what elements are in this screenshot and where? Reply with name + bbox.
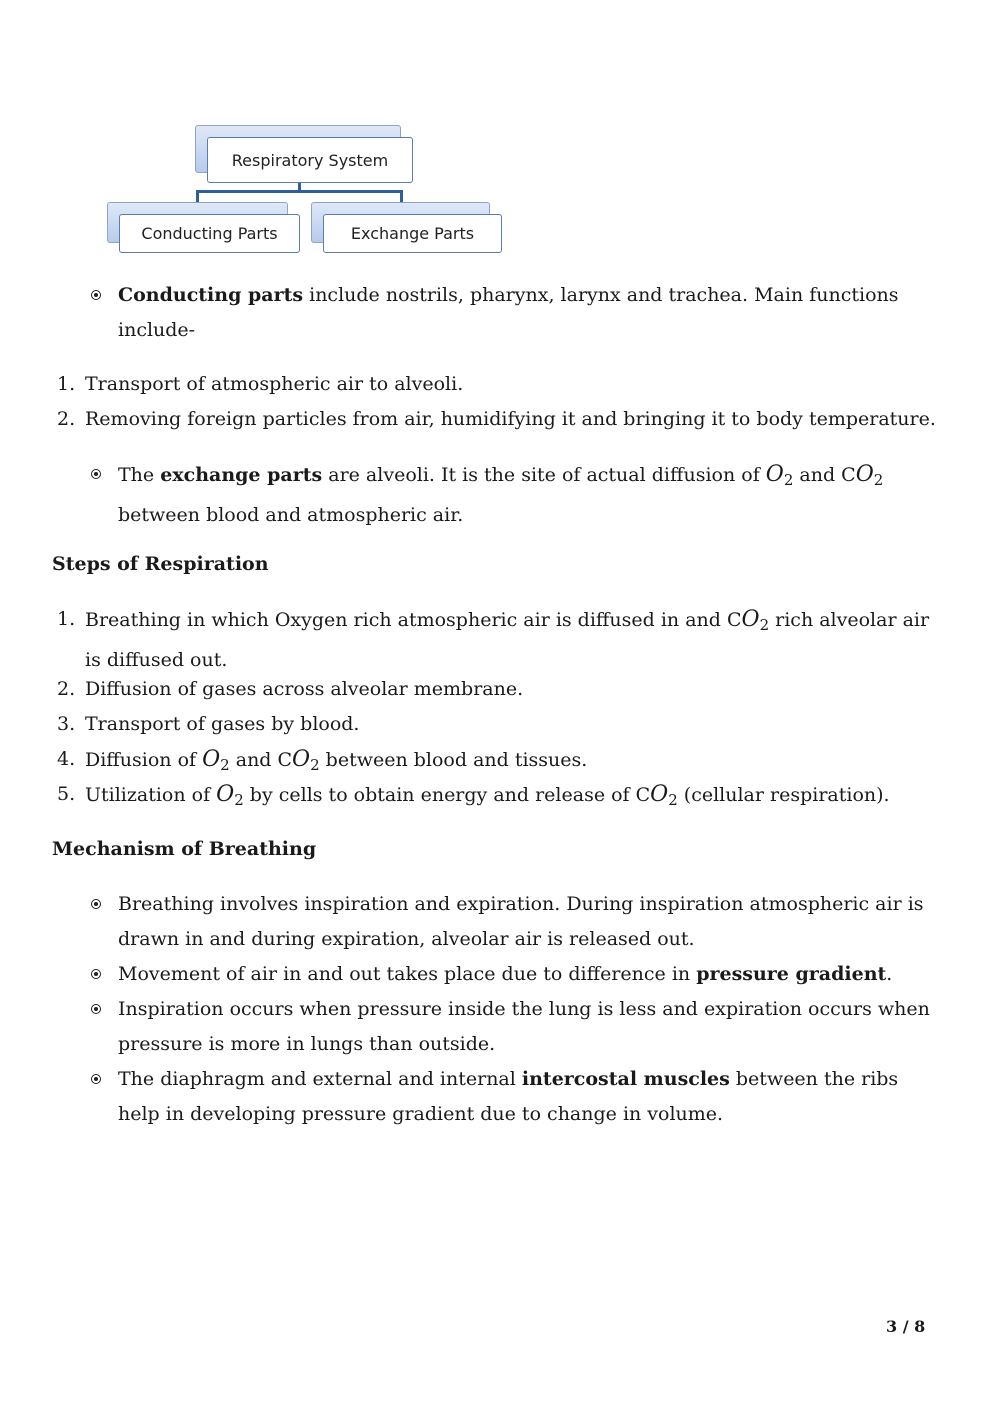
text-run: Steps of Respiration xyxy=(52,553,269,575)
text-run: Mechanism of Breathing xyxy=(52,838,317,860)
diagram-node-exchange: Exchange Parts xyxy=(311,202,502,253)
item-text xyxy=(85,402,945,437)
text-run: and C xyxy=(229,749,293,771)
formula xyxy=(202,747,230,772)
text-run: The diaphragm and external and internal xyxy=(118,1068,522,1090)
text-run: Utilization of xyxy=(85,784,217,806)
formula-symbol: O xyxy=(292,747,311,772)
item-text xyxy=(118,887,938,957)
text-run: include nostrils, pharynx, larynx and trachea. Main functions include- xyxy=(118,284,899,341)
text-run: by cells to obtain energy and release of C xyxy=(243,784,651,806)
bullet-icon xyxy=(91,290,102,301)
formula-subscript: 2 xyxy=(783,471,794,489)
bullet-icon xyxy=(91,1074,102,1085)
respiratory-system-diagram xyxy=(105,125,505,255)
formula xyxy=(292,747,320,772)
item-number: 2. xyxy=(57,408,76,430)
formula-subscript: 2 xyxy=(234,791,244,809)
formula xyxy=(766,462,794,487)
item-number: 3. xyxy=(57,713,76,735)
item-text xyxy=(85,707,945,742)
text-run: (cellular respiration). xyxy=(677,784,890,806)
bullet-icon xyxy=(91,899,102,910)
page-number: 3 / 8 xyxy=(886,1317,926,1336)
formula-subscript: 2 xyxy=(759,616,770,634)
formula xyxy=(856,462,884,487)
text-run: between blood and tissues. xyxy=(319,749,588,771)
formula-subscript: 2 xyxy=(310,756,320,774)
text-run: and C xyxy=(793,464,856,486)
item-text xyxy=(52,832,316,867)
item-number: 1. xyxy=(57,608,76,630)
item-text xyxy=(118,957,938,992)
item-text xyxy=(52,547,269,582)
text-run: Removing foreign particles from air, humidifying it and bringing it to body temperature. xyxy=(85,408,936,430)
item-text xyxy=(85,777,945,818)
formula xyxy=(650,782,678,807)
item-text xyxy=(85,367,945,402)
text-run: rich alveolar air is diffused out. xyxy=(85,609,930,671)
bold-term: intercostal muscles xyxy=(521,1068,730,1090)
item-text xyxy=(85,602,945,678)
formula-symbol: O xyxy=(650,782,669,807)
text-run: Breathing in which Oxygen rich atmospheric air is diffused in and C xyxy=(85,609,742,631)
formula xyxy=(216,782,244,807)
formula-symbol: O xyxy=(216,782,235,807)
item-text xyxy=(118,992,938,1062)
diagram-node-conducting: Conducting Parts xyxy=(107,202,300,253)
text-run: Transport of atmospheric air to alveoli. xyxy=(85,373,464,395)
text-run: Diffusion of xyxy=(85,749,203,771)
connector xyxy=(196,190,403,193)
formula-symbol: O xyxy=(855,462,874,487)
connector xyxy=(400,190,403,202)
bullet-icon xyxy=(91,969,102,980)
item-number: 5. xyxy=(57,783,76,805)
item-text xyxy=(118,457,938,533)
item-number: 4. xyxy=(57,748,76,770)
text-run: between blood and atmospheric air. xyxy=(118,504,464,526)
text-run: . xyxy=(886,963,893,985)
item-text xyxy=(118,1062,938,1132)
text-run: are alveoli. It is the site of actual diffusion of xyxy=(322,464,766,486)
formula-symbol: O xyxy=(202,747,221,772)
text-run: between the ribs help in developing pressure gradient due to change in volume. xyxy=(118,1068,899,1125)
formula xyxy=(742,607,770,632)
item-text xyxy=(118,278,938,348)
text-run: The xyxy=(118,464,161,486)
text-run: Transport of gases by blood. xyxy=(85,713,360,735)
formula-subscript: 2 xyxy=(873,471,884,489)
text-run: Movement of air in and out takes place due to difference in xyxy=(118,963,697,985)
formula-symbol: O xyxy=(765,462,784,487)
text-run: Breathing involves inspiration and expiration. During inspiration atmospheric air is drawn in and during expiration, alveolar air is released out. xyxy=(118,893,924,950)
connector xyxy=(196,190,199,202)
bold-term: exchange parts xyxy=(160,464,323,486)
text-run: Inspiration occurs when pressure inside the lung is less and expiration occurs when pressure is more in lungs than outside. xyxy=(118,998,930,1055)
bullet-icon xyxy=(91,469,102,480)
bold-term: Conducting parts xyxy=(118,284,304,306)
formula-symbol: O xyxy=(741,607,760,632)
item-number: 2. xyxy=(57,678,76,700)
item-text xyxy=(85,672,945,707)
bullet-icon xyxy=(91,1004,102,1015)
formula-subscript: 2 xyxy=(220,756,230,774)
formula-subscript: 2 xyxy=(668,791,678,809)
bold-term: pressure gradient xyxy=(696,963,887,985)
item-number: 1. xyxy=(57,373,76,395)
diagram-node-root: Respiratory System xyxy=(195,125,413,183)
text-run: Diffusion of gases across alveolar membrane. xyxy=(85,678,524,700)
